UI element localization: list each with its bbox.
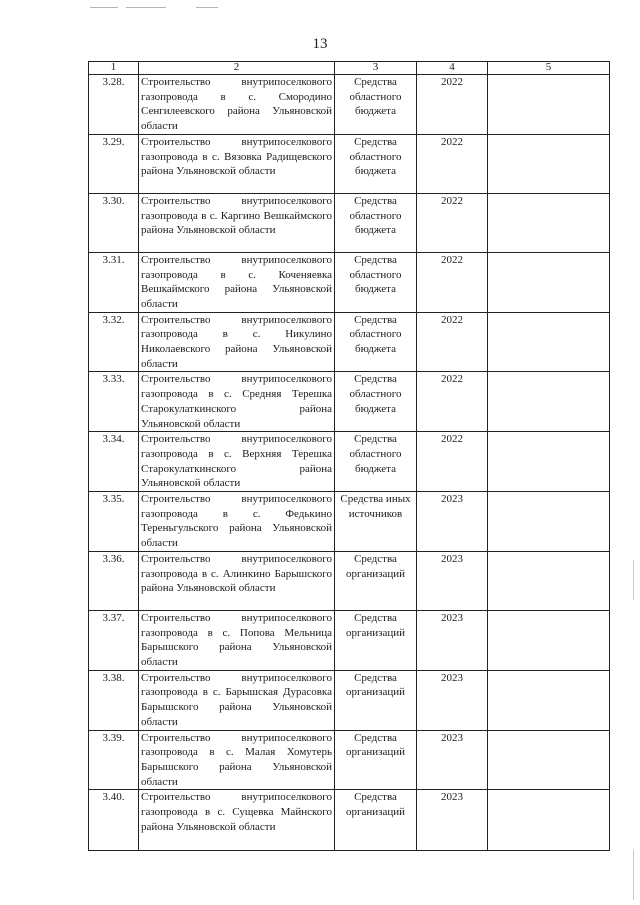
item-number: 3.40.	[89, 790, 139, 851]
measures-table	[88, 61, 610, 851]
item-year: 2022	[417, 432, 488, 492]
item-year: 2023	[417, 551, 488, 610]
item-number: 3.32.	[89, 312, 139, 372]
item-name: Строительство внутрипоселкового газопровода в с. Смородино Сенгилеевского района Ульяновской области	[139, 75, 335, 135]
item-number: 3.33.	[89, 372, 139, 432]
item-number: 3.38.	[89, 670, 139, 730]
funding-source: Средства иных источников	[335, 492, 417, 552]
item-name: Строительство внутрипоселкового газопровода в с. Каргино Вешкаймского района Ульяновской области	[139, 193, 335, 252]
funding-source: Средства областного бюджета	[335, 432, 417, 492]
item-column-5	[488, 790, 610, 851]
funding-source: Средства областного бюджета	[335, 193, 417, 252]
scan-artifact	[196, 7, 218, 8]
funding-source: Средства областного бюджета	[335, 312, 417, 372]
item-year: 2022	[417, 252, 488, 312]
item-year: 2022	[417, 134, 488, 193]
item-year: 2022	[417, 372, 488, 432]
item-year: 2023	[417, 492, 488, 552]
item-number: 3.31.	[89, 252, 139, 312]
item-column-5	[488, 134, 610, 193]
funding-source: Средства организаций	[335, 670, 417, 730]
item-name: Строительство внутрипоселкового газопровода в с. Никулино Николаевского района Ульяновской области	[139, 312, 335, 372]
table-row	[89, 75, 610, 135]
item-column-5	[488, 75, 610, 135]
item-column-5	[488, 252, 610, 312]
scan-edge-artifact	[633, 850, 634, 900]
scan-artifact	[90, 7, 118, 8]
item-name: Строительство внутрипоселкового газопровода в с. Барышская Дурасовка Барышского района Ульяновской области	[139, 670, 335, 730]
table-row	[89, 312, 610, 372]
item-year: 2023	[417, 790, 488, 851]
column-number-row	[89, 62, 610, 75]
item-number: 3.39.	[89, 730, 139, 790]
item-number: 3.28.	[89, 75, 139, 135]
column-header: 4	[417, 62, 488, 75]
item-year: 2023	[417, 670, 488, 730]
item-number: 3.37.	[89, 610, 139, 670]
item-number: 3.29.	[89, 134, 139, 193]
item-name: Строительство внутрипоселкового газопровода в с. Коченяевка Вешкаймского района Ульяновской области	[139, 252, 335, 312]
item-number: 3.30.	[89, 193, 139, 252]
item-column-5	[488, 372, 610, 432]
table-row	[89, 551, 610, 610]
item-column-5	[488, 610, 610, 670]
funding-source: Средства организаций	[335, 610, 417, 670]
table-row	[89, 610, 610, 670]
item-year: 2022	[417, 75, 488, 135]
table-row	[89, 193, 610, 252]
item-name: Строительство внутрипоселкового газопровода в с. Сущевка Майнского района Ульяновской области	[139, 790, 335, 851]
item-year: 2023	[417, 610, 488, 670]
item-name: Строительство внутрипоселкового газопровода в с. Малая Хомутерь Барышского района Ульяновской области	[139, 730, 335, 790]
table-row	[89, 252, 610, 312]
item-name: Строительство внутрипоселкового газопровода в с. Попова Мельница Барышского района Ульяновской области	[139, 610, 335, 670]
item-column-5	[488, 730, 610, 790]
table-row	[89, 790, 610, 851]
item-name: Строительство внутрипоселкового газопровода в с. Средняя Терешка Старокулаткинского района Ульяновской области	[139, 372, 335, 432]
item-year: 2022	[417, 193, 488, 252]
item-column-5	[488, 432, 610, 492]
funding-source: Средства организаций	[335, 730, 417, 790]
table-row	[89, 134, 610, 193]
funding-source: Средства областного бюджета	[335, 252, 417, 312]
table-row	[89, 492, 610, 552]
item-number: 3.34.	[89, 432, 139, 492]
column-header: 5	[488, 62, 610, 75]
item-year: 2022	[417, 312, 488, 372]
table-row	[89, 670, 610, 730]
item-column-5	[488, 670, 610, 730]
page-number: 13	[312, 36, 328, 52]
column-header: 2	[139, 62, 335, 75]
item-column-5	[488, 492, 610, 552]
table-row	[89, 730, 610, 790]
funding-source: Средства организаций	[335, 790, 417, 851]
item-name: Строительство внутрипоселкового газопровода в с. Алинкино Барышского района Ульяновской области	[139, 551, 335, 610]
item-name: Строительство внутрипоселкового газопровода в с. Федькино Тереньгульского района Ульяновской области	[139, 492, 335, 552]
item-number: 3.35.	[89, 492, 139, 552]
table-row	[89, 372, 610, 432]
funding-source: Средства областного бюджета	[335, 75, 417, 135]
item-number: 3.36.	[89, 551, 139, 610]
item-year: 2023	[417, 730, 488, 790]
item-name: Строительство внутрипоселкового газопровода в с. Вязовка Радищевского района Ульяновской области	[139, 134, 335, 193]
table-row	[89, 432, 610, 492]
item-column-5	[488, 193, 610, 252]
scan-artifact	[126, 7, 166, 8]
funding-source: Средства областного бюджета	[335, 372, 417, 432]
item-name: Строительство внутрипоселкового газопровода в с. Верхняя Терешка Старокулаткинского района Ульяновской области	[139, 432, 335, 492]
column-header: 3	[335, 62, 417, 75]
column-header: 1	[89, 62, 139, 75]
item-column-5	[488, 551, 610, 610]
funding-source: Средства областного бюджета	[335, 134, 417, 193]
item-column-5	[488, 312, 610, 372]
funding-source: Средства организаций	[335, 551, 417, 610]
scan-edge-artifact	[633, 560, 634, 600]
